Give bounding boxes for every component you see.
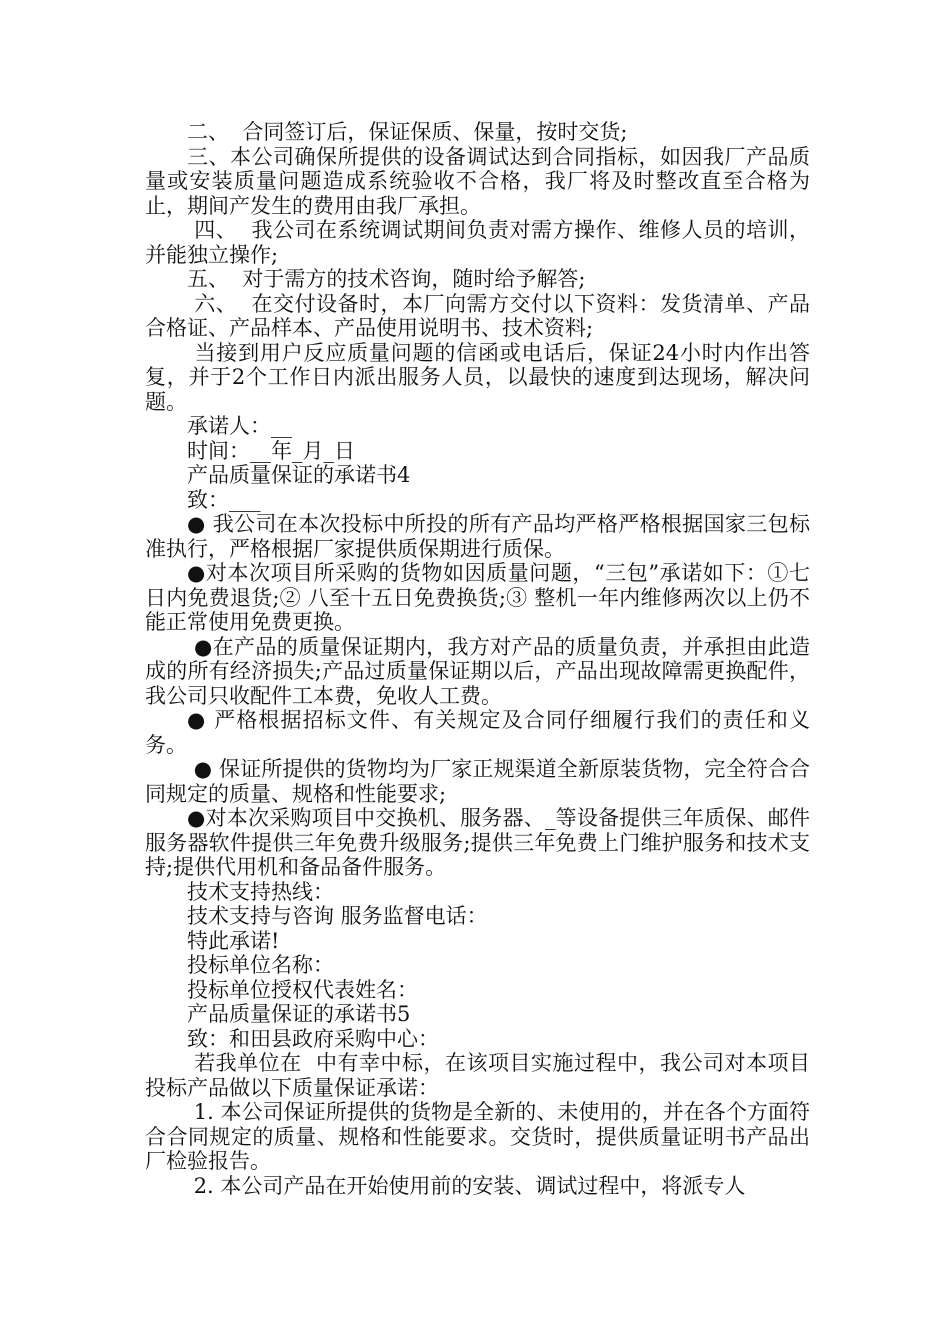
paragraph-technical-consulting: 五、 对于需方的技术咨询，随时给予解答;: [187, 267, 586, 291]
closing-statement: 特此承诺!: [187, 928, 280, 953]
support-hotline-line: 技术支持热线：: [187, 879, 334, 904]
paragraph-training: 四、 我公司在系统调试期间负责对需方操作、维修人员的培训，并能独立操作;: [145, 218, 810, 267]
bullet-warranty-period: ●在产品的质量保证期内，我方对产品的质量负责，并承担由此造成的所有经济损失;产品过质量保证期以后，产品出现故障需更换配件，我公司只收配件工本费，免收人工费。: [145, 634, 810, 708]
section-title-letter-4: 产品质量保证的承诺书4: [187, 463, 411, 487]
salutation-procurement-center: 致：和田县政府采购中心：: [187, 1026, 439, 1051]
bullet-three-guarantees-standard: ● 我公司在本次投标中所投的所有产品均严格严格根据国家三包标准执行，严格根据厂家提供质保期进行质保。: [145, 512, 810, 561]
bidder-name-line: 投标单位名称：: [187, 953, 334, 977]
bullet-equipment-warranty: ●对本次采购项目中交换机、服务器、_等设备提供三年质保、邮件服务器软件提供三年免费升级服务;提供三年免费上门维护服务和技术支持;提供代用机和备品备件服务。: [145, 806, 810, 879]
paragraph-delivery-documents: 六、 在交付设备时，本厂向需方交付以下资料：发货清单、产品合格证、产品样本、产品使用说明书、技术资料;: [145, 291, 810, 340]
bidder-representative-line: 投标单位授权代表姓名：: [187, 977, 418, 1002]
paragraph-commissioning-guarantee: 三、本公司确保所提供的设备调试达到合同指标，如因我厂产品质量或安装质量问题造成系统验收不合格，我厂将及时整改直至合格为止，期间产发生的费用由我厂承担。: [145, 144, 810, 218]
document-body: [145, 120, 810, 1198]
paragraph-item-1: 1. 本公司保证所提供的货物是全新的、未使用的，并在各个方面符合合同规定的质量、规格和性能要求。交货时，提供质量证明书产品出厂检验报告。: [145, 1100, 810, 1173]
support-supervision-line: 技术支持与咨询 服务监督电话：: [187, 904, 488, 928]
section-title-letter-5: 产品质量保证的承诺书5: [187, 1002, 411, 1026]
paragraph-bid-commitment: 若我单位在 中有幸中标，在该项目实施过程中，我公司对本项目投标产品做以下质量保证承诺：: [145, 1051, 810, 1100]
paragraph-delivery-guarantee: 二、 合同签订后，保证保质、保量，按时交货;: [187, 120, 628, 144]
bullet-genuine-goods: ● 保证所提供的货物均为厂家正规渠道全新原装货物，完全符合合同规定的质量、规格和性能要求;: [145, 757, 810, 806]
bullet-contract-obligations: ● 严格根据招标文件、有关规定及合同仔细履行我们的责任和义务。: [145, 708, 810, 757]
date-line: 时间：__年_月_日: [187, 438, 355, 463]
paragraph-response-time: 当接到用户反应质量问题的信函或电话后，保证24小时内作出答复，并于2个工作日内派出服务人员，以最快的速度到达现场，解决问题。: [145, 340, 810, 414]
promisor-line: 承诺人：__: [187, 414, 292, 438]
salutation-line: 致：___: [187, 487, 261, 512]
paragraph-item-2: 2. 本公司产品在开始使用前的安装、调试过程中，将派专人: [187, 1173, 746, 1198]
bullet-three-guarantees-terms: ●对本次项目所采购的货物如因质量问题，“三包”承诺如下：①七日内免费退货;② 八至十五日免费换货;③ 整机一年内维修两次以上仍不能正常使用免费更换。: [145, 561, 810, 634]
